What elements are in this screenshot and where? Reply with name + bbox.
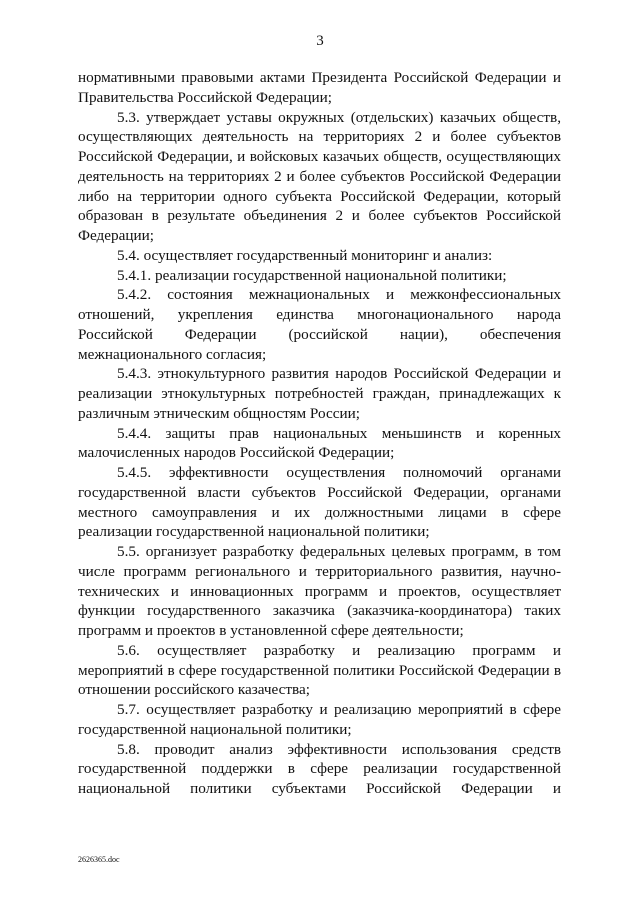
paragraph-5-3: 5.3. утверждает уставы окружных (отдельских) казачьих обществ, осуществляющих деятельность на территориях 2 и более субъектов Российской Федерации, и войсковых казачьих обществ, осуществляющих деятельность на территориях 2 и более субъектов Российской Федерации либо на территории одного субъекта Российской Федерации, который образован в результате объединения 2 и более субъектов Российской Федерации; [78,108,561,244]
page-number: 3 [316,33,324,49]
paragraph-5-5: 5.5. организует разработку федеральных целевых программ, в том числе программ регионального и территориального развития, научно-технических и инновационных программ и проектов, осуществляет функции государственного заказчика (заказчика-координатора) таких программ и проектов в установленной сфере деятельности; [78,543,561,639]
paragraph-5-8: 5.8. проводит анализ эффективности использования средств государственной поддержки в сфере реализации государственной национальной политики субъектами Российской Федерации и [78,740,561,797]
paragraph-5-4-3: 5.4.3. этнокультурного развития народов Российской Федерации и реализации этнокультурных потребностей граждан, принадлежащих к различным этническим общностям России; [78,365,561,422]
file-name-footer: 2626365.doc [78,855,120,864]
paragraph-5-4-2: 5.4.2. состояния межнациональных и межконфессиональных отношений, укрепления единства многонационального народа Российской Федерации (российской нации), обеспечения межнационального согласия; [78,286,561,363]
document-body [78,68,561,799]
paragraph-5-4-1: 5.4.1. реализации государственной национальной политики; [117,266,507,284]
paragraph-5-6: 5.6. осуществляет разработку и реализацию программ и мероприятий в сфере государственной политики Российской Федерации в отношении российского казачества; [78,641,561,699]
paragraph-continuation: нормативными правовыми актами Президента Российской Федерации и Правительства Российской Федерации; [78,69,561,106]
paragraph-5-4-4: 5.4.4. защиты прав национальных меньшинств и коренных малочисленных народов Российской Федерации; [78,424,561,462]
paragraph-5-4-5: 5.4.5. эффективности осуществления полномочий органами государственной власти субъектов Российской Федерации, органами местного самоуправления и их должностными лицами в сфере реализации государственной национальной политики; [78,464,561,541]
paragraph-5-4: 5.4. осуществляет государственный мониторинг и анализ: [117,246,493,264]
paragraph-5-7: 5.7. осуществляет разработку и реализацию мероприятий в сфере государственной национальной политики; [78,701,561,738]
